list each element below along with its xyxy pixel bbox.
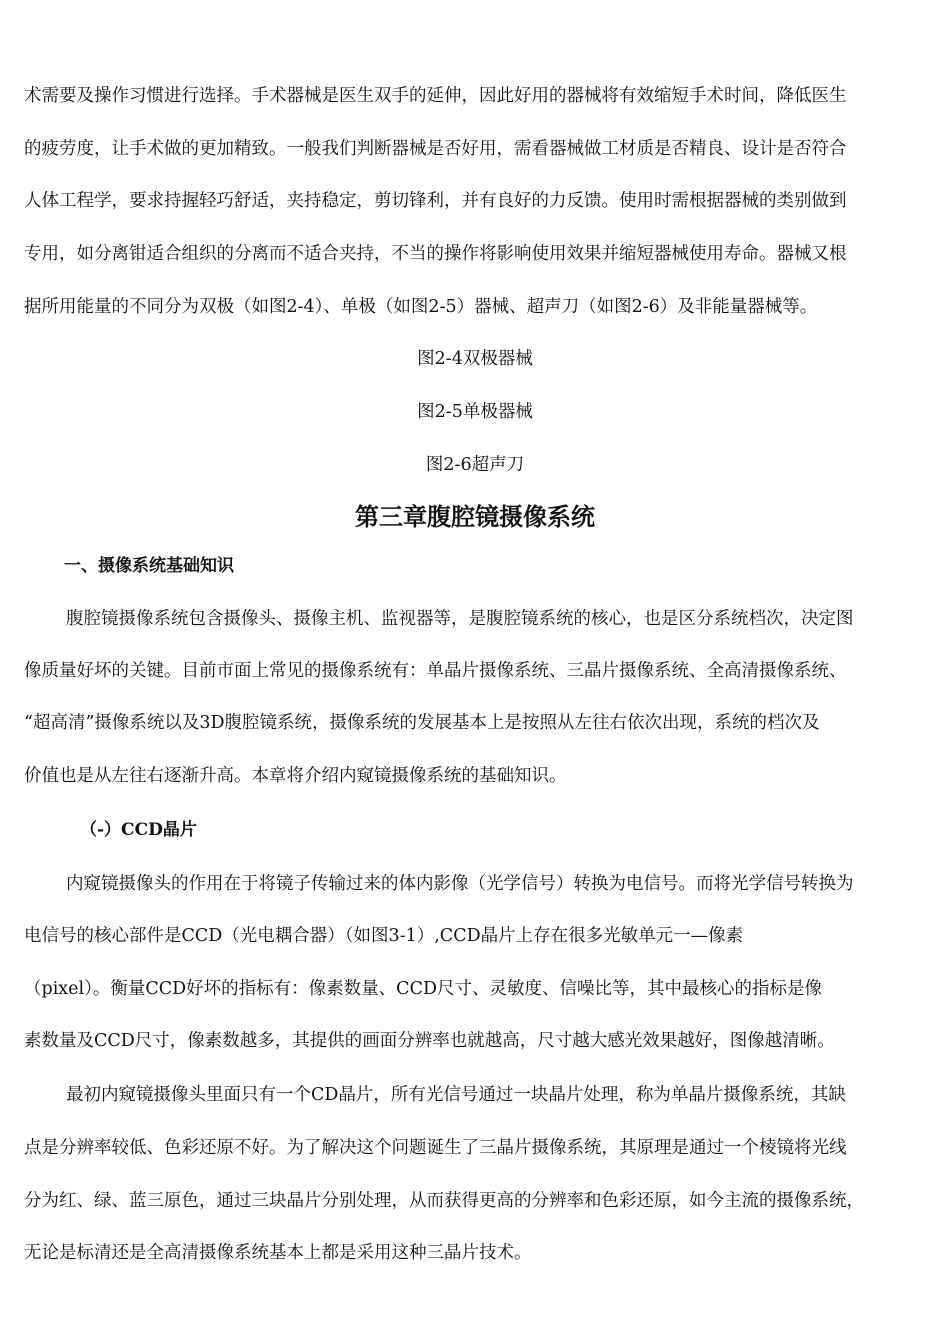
paragraph-line: 电信号的核心部件是CCD（光电耦合器）（如图3-1）,CCD晶片上存在很多光敏单元一—像素 xyxy=(24,926,744,946)
paragraph-line: 术需要及操作习惯进行选择。手术器械是医生双手的延伸，因此好用的器械将有效缩短手术时间，降低医生 xyxy=(24,86,847,106)
paragraph-line: 腹腔镜摄像系统包含摄像头、摄像主机、监视器等，是腹腔镜系统的核心，也是区分系统档次，决定图 xyxy=(66,609,854,629)
figure-caption-2-4: 图2-4双极器械 xyxy=(417,349,533,369)
paragraph-line: 点是分辨率较低、色彩还原不好。为了解决这个问题诞生了三晶片摄像系统，其原理是通过一个棱镜将光线 xyxy=(24,1138,847,1158)
paragraph-line: 价值也是从左往右逐渐升高。本章将介绍内窥镜摄像系统的基础知识。 xyxy=(24,766,567,786)
paragraph-line: 内窥镜摄像头的作用在于将镜子传输过来的体内影像（光学信号）转换为电信号。而将光学信号转换为 xyxy=(66,874,854,894)
paragraph-line: 像质量好坏的关键。目前市面上常见的摄像系统有：单晶片摄像系统、三晶片摄像系统、全高清摄像系统、 xyxy=(24,661,847,681)
paragraph-line: 无论是标清还是全高清摄像系统基本上都是采用这种三晶片技术。 xyxy=(24,1243,532,1263)
subsection-title: （-）CCD晶片 xyxy=(80,820,197,840)
paragraph-line: 分为红、绿、蓝三原色，通过三块晶片分别处理，从而获得更高的分辨率和色彩还原，如今主流的摄像系统， xyxy=(24,1191,864,1211)
paragraph-line: 专用，如分离钳适合组织的分离而不适合夹持，不当的操作将影响使用效果并缩短器械使用寿命。器械又根 xyxy=(24,244,847,264)
paragraph-line: “超高清”摄像系统以及3D腹腔镜系统，摄像系统的发展基本上是按照从左往右依次出现，系统的档次及 xyxy=(24,713,820,733)
paragraph-line: （pixel）。衡量CCD好坏的指标有：像素数量、CCD尺寸、灵敏度、信噪比等，其中最核心的指标是像 xyxy=(24,979,822,999)
paragraph-line: 据所用能量的不同分为双极（如图2-4）、单极（如图2-5）器械、超声刀（如图2-6）及非能量器械等。 xyxy=(24,297,818,317)
chapter-title: 第三章腹腔镜摄像系统 xyxy=(355,503,595,531)
paragraph-line: 人体工程学，要求持握轻巧舒适，夹持稳定，剪切锋利，并有良好的力反馈。使用时需根据器械的类别做到 xyxy=(24,191,847,211)
paragraph-line: 最初内窥镜摄像头里面只有一个CD晶片，所有光信号通过一块晶片处理，称为单晶片摄像系统，其缺 xyxy=(66,1085,846,1105)
figure-caption-2-5: 图2-5单极器械 xyxy=(417,402,533,422)
section-title: 一、摄像系统基础知识 xyxy=(64,556,234,576)
paragraph-line: 的疲劳度，让手术做的更加精致。一般我们判断器械是否好用，需看器械做工材质是否精良、设计是否符合 xyxy=(24,139,847,159)
figure-caption-2-6: 图2-6超声刀 xyxy=(425,455,525,475)
paragraph-line: 素数量及CCD尺寸，像素数越多，其提供的画面分辨率也就越高，尺寸越大感光效果越好，图像越清晰。 xyxy=(24,1031,835,1051)
